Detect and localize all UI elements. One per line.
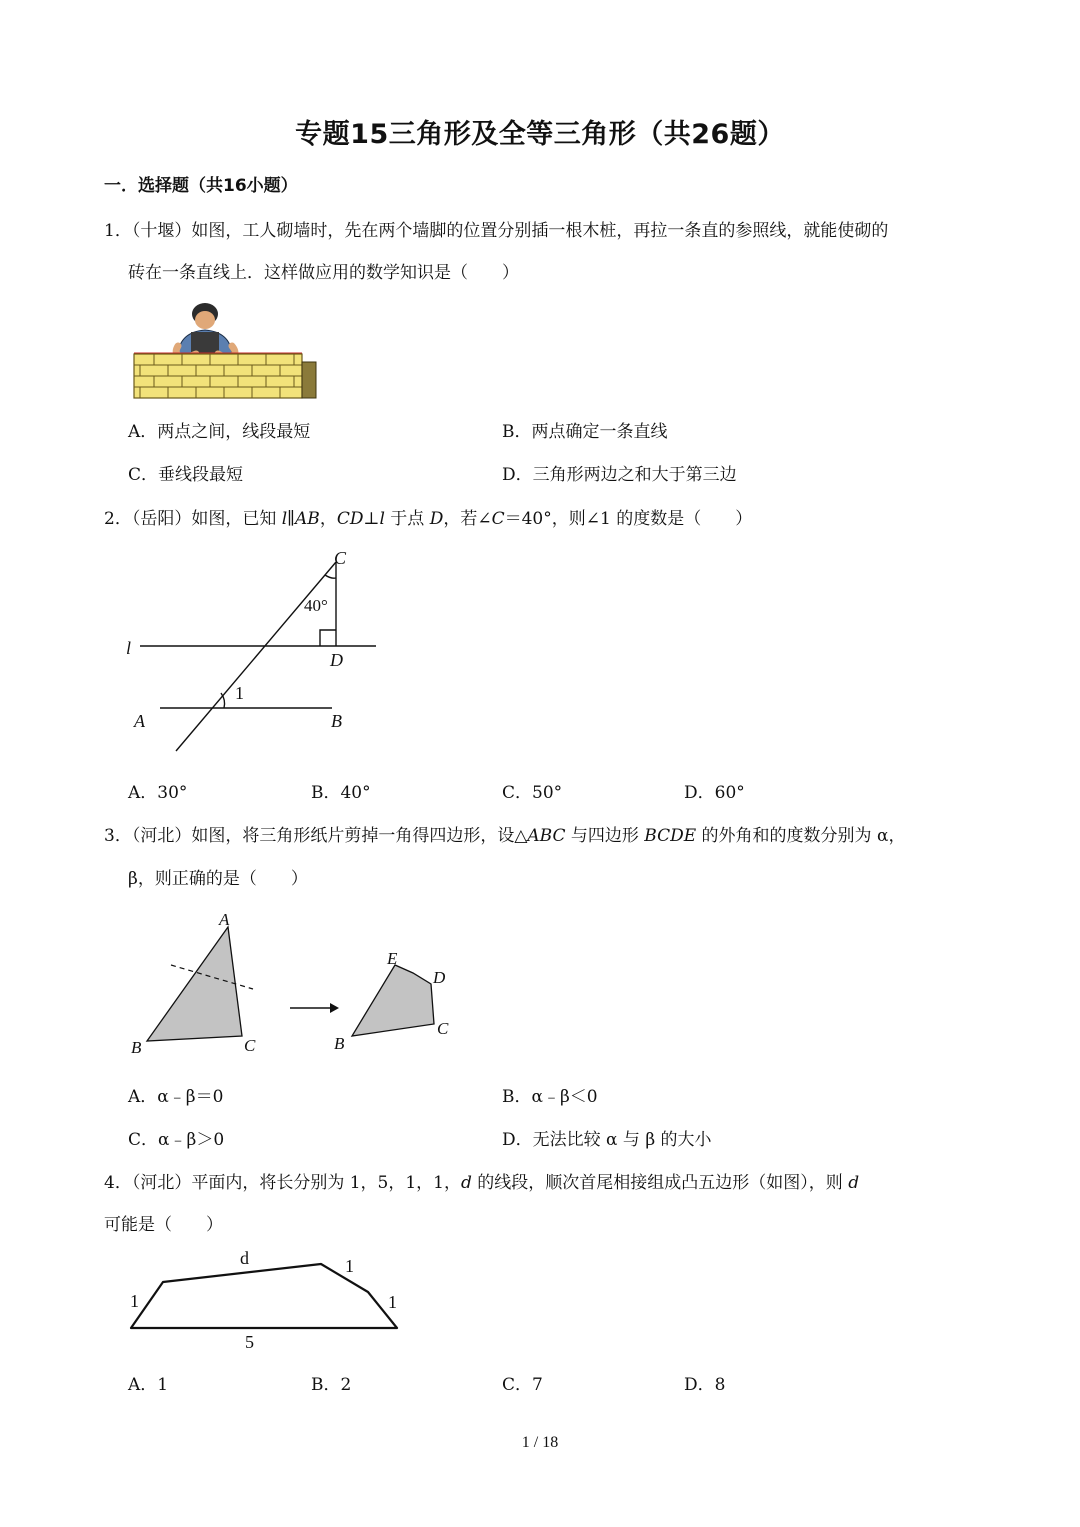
label-quad-b: B: [334, 1034, 345, 1053]
label-1-right: 1: [388, 1292, 397, 1312]
q2-option-b: B．40°: [311, 783, 371, 803]
q1-option-a: A．两点之间，线段最短: [128, 422, 311, 442]
label-1: 1: [235, 683, 244, 703]
worker-illustration: [176, 303, 235, 358]
q4-option-d: D．8: [684, 1375, 726, 1395]
q1-option-b: B．两点确定一条直线: [502, 422, 668, 442]
q4-stem-line1: 4．（河北）平面内，将长分别为 1，5，1，1，d 的线段，顺次首尾相接组成凸五边形（如图），则 d: [104, 1173, 860, 1193]
q1-option-d: D．三角形两边之和大于第三边: [502, 465, 737, 485]
label-quad-d: D: [433, 968, 446, 987]
label-d: d: [240, 1248, 249, 1268]
q2-option-a: A．30°: [128, 783, 188, 803]
label-tri-b: B: [131, 1038, 142, 1057]
q3-option-c: C．α﹣β＞0: [128, 1130, 225, 1150]
q3-option-a: A．α﹣β＝0: [128, 1087, 224, 1107]
triangle-abc: [147, 927, 242, 1041]
angle-40-arc: [325, 575, 336, 578]
q4-stem-line2: 可能是（ ）: [104, 1215, 223, 1235]
q3-option-b: B．α﹣β＜0: [502, 1087, 598, 1107]
q1-stem-line1: 1．（十堰）如图，工人砌墙时，先在两个墙脚的位置分别插一根木桩，再拉一条直的参照线，就能使砌的: [104, 221, 889, 241]
label-tri-c: C: [244, 1036, 256, 1055]
q2-option-d: D．60°: [684, 783, 745, 803]
q2-option-c: C．50°: [502, 783, 563, 803]
label-c: C: [334, 548, 347, 568]
q1-option-c: C．垂线段最短: [128, 465, 244, 485]
brick-wall: [134, 354, 316, 398]
q1-bricklayer-figure: [128, 298, 323, 402]
page-title: 专题15三角形及全等三角形（共26题）: [295, 119, 785, 150]
label-quad-e: E: [387, 949, 398, 968]
label-1-top: 1: [345, 1256, 354, 1276]
label-d: D: [330, 650, 343, 670]
q4-option-a: A．1: [128, 1375, 169, 1395]
arrow-icon: [290, 1003, 339, 1013]
q2-parallel-lines-figure: [120, 540, 400, 760]
label-5: 5: [245, 1332, 254, 1352]
page-number: 1 / 18: [521, 1434, 559, 1451]
section-heading: 一．选择题（共16小题）: [104, 176, 298, 196]
transversal: [176, 562, 336, 751]
q1-stem-line2: 砖在一条直线上．这样做应用的数学知识是（ ）: [128, 263, 519, 283]
label-tri-a: A: [219, 910, 230, 929]
quadrilateral-bcde: [352, 965, 434, 1036]
q3-stem-line2: β，则正确的是（ ）: [128, 869, 308, 889]
pentagon: [131, 1264, 397, 1328]
q4-option-c: C．7: [502, 1375, 543, 1395]
label-a: A: [134, 711, 145, 731]
q3-cut-triangle-figure: [125, 905, 465, 1065]
q2-stem: 2．（岳阳）如图，已知 l∥AB，CD⊥l 于点 D，若∠C＝40°，则∠1 的度数是（ ）: [104, 509, 753, 529]
label-quad-c: C: [437, 1019, 449, 1038]
q3-option-d: D．无法比较 α 与 β 的大小: [502, 1130, 712, 1150]
q4-pentagon-figure: [120, 1246, 410, 1356]
q4-option-b: B．2: [311, 1375, 352, 1395]
label-40: 40°: [304, 596, 328, 615]
label-1-left: 1: [130, 1291, 139, 1311]
right-angle-mark: [320, 630, 336, 646]
label-l: l: [126, 638, 132, 658]
label-b: B: [331, 711, 342, 731]
q3-stem-line1: 3．（河北）如图，将三角形纸片剪掉一角得四边形，设△ABC 与四边形 BCDE 的外角和的度数分别为 α，: [104, 826, 906, 846]
